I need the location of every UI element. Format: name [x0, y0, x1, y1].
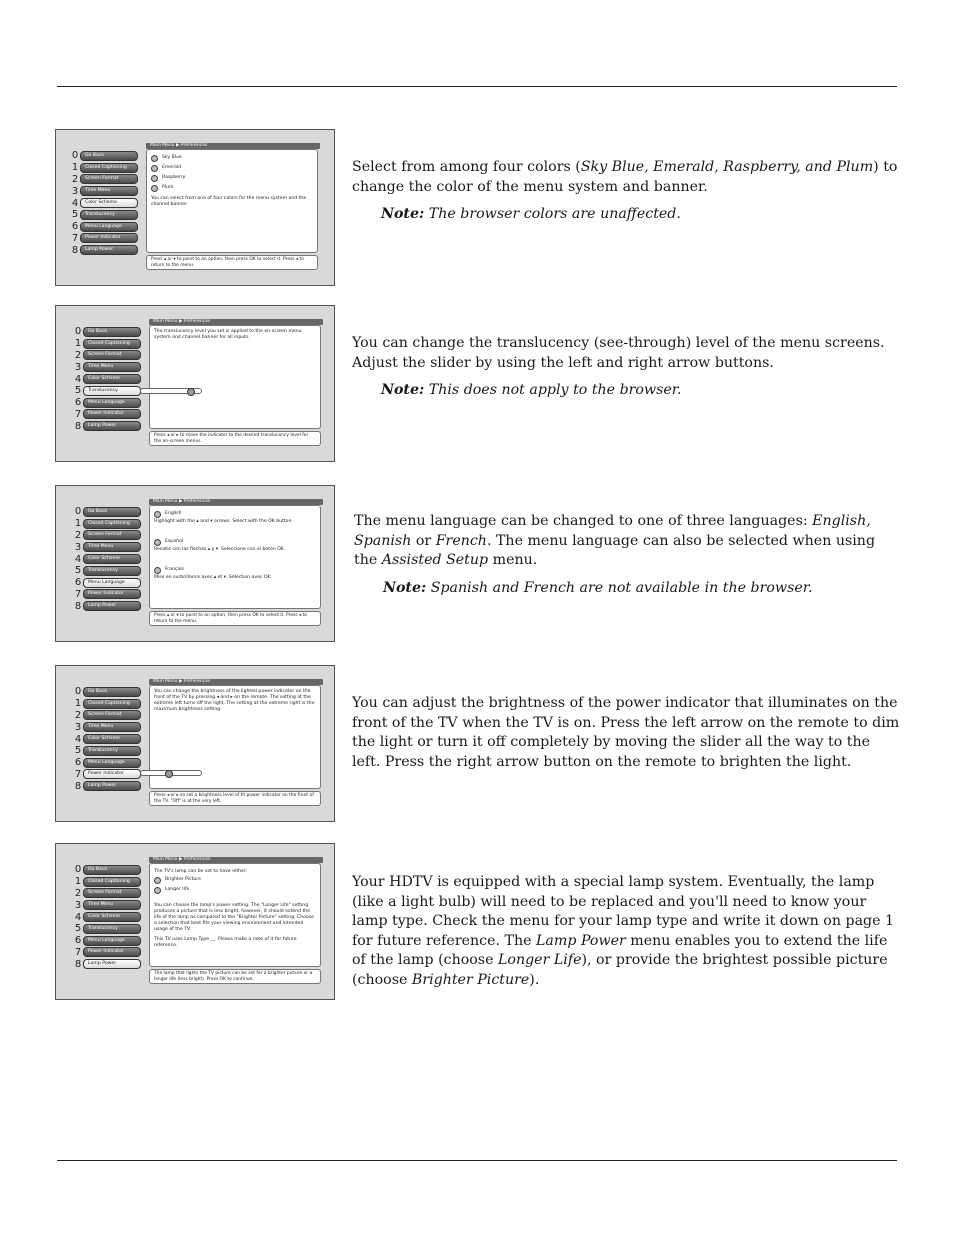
menu-item-number: 2: [74, 349, 82, 361]
menu-item-label: Time Menu: [83, 362, 141, 372]
top-rule: [57, 86, 897, 87]
menu-item-number: 5: [74, 745, 82, 757]
power-indicator-slider[interactable]: [140, 770, 202, 776]
menu-item[interactable]: [70, 221, 138, 233]
option-english[interactable]: English: [154, 509, 316, 519]
menu-item[interactable]: [73, 958, 141, 970]
menu-item[interactable]: [73, 899, 141, 911]
menu-item-number: 3: [71, 185, 79, 197]
menu-item[interactable]: [73, 947, 141, 959]
color-scheme-paragraph: Select from among four colors (Sky Blue, Emerald, Raspberry, and Plum) to change the color of the menu system and banner.: [352, 159, 898, 195]
menu-item-number: 8: [71, 244, 79, 256]
menu-item-number: 3: [74, 721, 82, 733]
menu-item-number: 0: [74, 686, 82, 698]
menu-item[interactable]: [70, 150, 138, 162]
menu-item-label: Menu Language: [83, 758, 141, 768]
menu-item-number: 8: [74, 780, 82, 792]
menu-item-label: Translucency: [83, 924, 141, 934]
menu-language-text: [354, 512, 902, 598]
menu-item-number: 1: [74, 518, 82, 530]
menu-item-label: Translucency: [83, 566, 141, 576]
menu-item[interactable]: [70, 197, 138, 209]
menu-item-number: 7: [74, 408, 82, 420]
menu-item[interactable]: [73, 745, 141, 757]
radio-icon: [154, 887, 161, 894]
option-longer-life[interactable]: Longer life: [154, 885, 316, 895]
menu-item-label: Closed Captioning: [80, 163, 138, 173]
hint-box: Press ▴ or ▾ to point to an option, then press OK to select it. Press ◂ to return to the menu.: [149, 611, 321, 626]
menu-item-number: 7: [74, 588, 82, 600]
menu-item-number: 1: [74, 698, 82, 710]
menu-item-label: Power Indicator: [83, 769, 141, 779]
menu-item-label: Color Scheme: [83, 734, 141, 744]
menu-item[interactable]: [73, 589, 141, 601]
menu-item-number: 6: [74, 757, 82, 769]
description: The translucency level you set is applied to the on-screen menu system and channel banner for all inputs.: [154, 329, 302, 340]
menu-item-label: Power Indicator: [83, 409, 141, 419]
menu-item-label: Closed Captioning: [83, 339, 141, 349]
menu-item[interactable]: [73, 935, 141, 947]
screenshot-menu-language: [55, 485, 335, 642]
power-indicator-text: [352, 694, 900, 772]
menu-item[interactable]: [70, 209, 138, 221]
option-raspberry[interactable]: Raspberry: [151, 173, 313, 183]
menu-item[interactable]: [73, 923, 141, 935]
side-menu: [73, 686, 141, 792]
menu-item[interactable]: [73, 757, 141, 769]
content-panel: [146, 149, 318, 253]
english-text: Highlight with the ▴ and ▾ arrows. Select with the OK button.: [154, 519, 293, 524]
menu-item[interactable]: [73, 888, 141, 900]
menu-item-number: 5: [74, 565, 82, 577]
content-panel: [149, 505, 321, 609]
menu-item-label: Lamp Power: [80, 245, 138, 255]
menu-item[interactable]: [73, 409, 141, 421]
translucency-slider[interactable]: [140, 388, 202, 394]
menu-item[interactable]: [70, 185, 138, 197]
hint-box: The lamp that lights the TV picture can be set for a brighter picture or a longer life (less bright). Press OK to continue.: [149, 969, 321, 984]
screenshot-power-indicator: [55, 665, 335, 822]
menu-item[interactable]: [73, 864, 141, 876]
menu-item-label: Lamp Power: [83, 421, 141, 431]
espanol-text: Resalte con las flechas ▴ y ▾. Seleccione con el botón OK.: [154, 547, 286, 552]
radio-icon: [151, 175, 158, 182]
menu-item[interactable]: [73, 710, 141, 722]
menu-item[interactable]: [73, 397, 141, 409]
menu-item[interactable]: [73, 541, 141, 553]
menu-item-label: Lamp Power: [83, 601, 141, 611]
menu-item-number: 5: [71, 209, 79, 221]
breadcrumb: Main Menu ▶ Preferences: [149, 499, 323, 505]
menu-item-label: Menu Language: [83, 398, 141, 408]
menu-item-number: 5: [74, 385, 82, 397]
radio-icon: [151, 185, 158, 192]
menu-item-label: Power Indicator: [83, 589, 141, 599]
radio-icon: [151, 165, 158, 172]
menu-item-number: 7: [74, 768, 82, 780]
menu-item[interactable]: [73, 326, 141, 338]
menu-item[interactable]: [73, 420, 141, 432]
menu-item-number: 6: [71, 221, 79, 233]
radio-icon: [151, 155, 158, 162]
hint-box: Press ▴ or ▾ to point to an option, then press OK to select it. Press ◂ to return to the menu.: [146, 255, 318, 270]
menu-item-label: Time Menu: [80, 186, 138, 196]
menu-item-label: Go Back: [83, 687, 141, 697]
screenshot-lamp-power: [55, 843, 335, 1000]
side-menu: [73, 326, 141, 432]
menu-item-number: 0: [74, 864, 82, 876]
menu-item[interactable]: [73, 350, 141, 362]
menu-item-label: Lamp Power: [83, 959, 141, 969]
breadcrumb: Main Menu ▶ Preferences: [149, 857, 323, 863]
menu-item-number: 1: [74, 876, 82, 888]
menu-item-number: 3: [74, 541, 82, 553]
menu-item-label: Screen Format: [83, 888, 141, 898]
option-emerald[interactable]: Emerald: [151, 163, 313, 173]
menu-item[interactable]: [73, 577, 141, 589]
menu-item-label: Closed Captioning: [83, 699, 141, 709]
translucency-text: [352, 334, 900, 401]
menu-item-number: 4: [71, 197, 79, 209]
slider-knob[interactable]: [187, 388, 195, 396]
menu-item[interactable]: [73, 600, 141, 612]
menu-item-label: Screen Format: [83, 530, 141, 540]
menu-item-label: Go Back: [83, 327, 141, 337]
breadcrumb: Main Menu ▶ Preferences: [146, 143, 320, 149]
menu-item[interactable]: [73, 506, 141, 518]
menu-item-label: Color Scheme: [83, 374, 141, 384]
hint-box: Press ◂ or ▸ to move the indicator to the desired translucency level for the on-screen menus.: [149, 431, 321, 446]
menu-item-label: Time Menu: [83, 722, 141, 732]
menu-item[interactable]: [73, 530, 141, 542]
color-scheme-text: [352, 158, 900, 225]
screenshot-color-scheme: [55, 129, 335, 286]
menu-item-number: 4: [74, 733, 82, 745]
power-indicator-paragraph: You can adjust the brightness of the power indicator that illuminates on the front of the TV when the TV is on. Press the left arrow on the remote to dim the light or turn it off completely by moving the slider all the way to the left. Press the right arrow button on the remote to brighten the light.: [352, 695, 900, 770]
lamp-power-paragraph: Your HDTV is equipped with a special lamp system. Eventually, the lamp (like a light bulb) will need to be replaced and you'll need to know your lamp type. Check the menu for your lamp type and write it down on page 1 for future reference. The Lamp Power menu enables you to extend the life of the lamp (choose Longer Life), or provide the brightest possible picture (choose Brighter Picture).: [352, 874, 895, 988]
translucency-note: Note: This does not apply to the browser.: [381, 382, 682, 398]
menu-item-label: Go Back: [83, 507, 141, 517]
menu-language-note: Note: Spanish and French are not available in the browser.: [383, 579, 813, 596]
menu-item[interactable]: [70, 174, 138, 186]
menu-item[interactable]: [73, 385, 141, 397]
menu-item-number: 0: [74, 506, 82, 518]
menu-item-number: 4: [74, 373, 82, 385]
menu-item-number: 2: [71, 173, 79, 185]
menu-item-number: 6: [74, 577, 82, 589]
menu-item[interactable]: [73, 361, 141, 373]
menu-item-label: Screen Format: [80, 174, 138, 184]
radio-icon: [154, 539, 161, 546]
francais-text: Mise en surbrillance avec ▴ et ▾. Sélection avec OK.: [154, 575, 272, 580]
menu-item-label: Color Scheme: [83, 912, 141, 922]
menu-item-number: 3: [74, 361, 82, 373]
description: You can select from one of four colors for the menu system and the channel banner.: [151, 196, 307, 207]
menu-item[interactable]: [70, 244, 138, 256]
menu-item-number: 3: [74, 899, 82, 911]
breadcrumb: Main Menu ▶ Preferences: [149, 319, 323, 325]
menu-item-number: 0: [74, 326, 82, 338]
menu-item-label: Color Scheme: [80, 198, 138, 208]
menu-item-label: Translucency: [83, 746, 141, 756]
side-menu: [70, 150, 138, 256]
menu-language-paragraph: The menu language can be changed to one of three languages: English, Spanish or French. The menu language can also be selected when using the Assisted Setup menu.: [354, 513, 876, 568]
menu-item-number: 4: [74, 553, 82, 565]
menu-item-number: 5: [74, 923, 82, 935]
menu-item[interactable]: [73, 698, 141, 710]
menu-item[interactable]: [73, 733, 141, 745]
radio-icon: [154, 877, 161, 884]
menu-item[interactable]: [73, 780, 141, 792]
menu-item[interactable]: [73, 911, 141, 923]
menu-item-label: Color Scheme: [83, 554, 141, 564]
menu-item-number: 4: [74, 911, 82, 923]
menu-item-number: 6: [74, 397, 82, 409]
menu-item-number: 2: [74, 887, 82, 899]
menu-item-label: Time Menu: [83, 542, 141, 552]
menu-item[interactable]: [73, 373, 141, 385]
breadcrumb: Main Menu ▶ Preferences: [149, 679, 323, 685]
lamp-power-text: [352, 873, 900, 990]
menu-item[interactable]: [73, 518, 141, 530]
menu-item-label: Closed Captioning: [83, 877, 141, 887]
option-brighter-picture[interactable]: Brighter Picture: [154, 875, 316, 885]
menu-item-label: Menu Language: [83, 578, 141, 588]
bottom-rule: [57, 1160, 897, 1161]
menu-item[interactable]: [73, 565, 141, 577]
side-menu: [73, 864, 141, 970]
menu-item-label: Closed Captioning: [83, 519, 141, 529]
menu-item-label: Go Back: [83, 865, 141, 875]
radio-icon: [154, 567, 161, 574]
content-panel: [149, 325, 321, 429]
radio-icon: [154, 511, 161, 518]
menu-item-label: Screen Format: [83, 710, 141, 720]
option-espanol[interactable]: Español: [154, 537, 316, 547]
menu-item[interactable]: [73, 338, 141, 350]
color-scheme-note: Note: The browser colors are unaffected.: [381, 206, 681, 222]
menu-item-label: Translucency: [80, 210, 138, 220]
menu-item-number: 8: [74, 600, 82, 612]
option-plum[interactable]: Plum: [151, 183, 313, 193]
menu-item-number: 6: [74, 935, 82, 947]
translucency-paragraph: You can change the translucency (see-through) level of the menu screens. Adjust the slider by using the left and right arrow buttons.: [352, 335, 885, 371]
screenshot-translucency: [55, 305, 335, 462]
menu-item[interactable]: [73, 769, 141, 781]
menu-item-number: 1: [74, 338, 82, 350]
menu-item-number: 7: [71, 232, 79, 244]
menu-item[interactable]: [73, 721, 141, 733]
menu-item-number: 7: [74, 946, 82, 958]
menu-item[interactable]: [73, 686, 141, 698]
menu-item[interactable]: [73, 553, 141, 565]
menu-item[interactable]: [73, 876, 141, 888]
hint-box: Press ◂ or ▸ so set a brightness level of th power indicator on the front of the TV. "Off" is at the very left.: [149, 791, 321, 806]
menu-item-label: Lamp Power: [83, 781, 141, 791]
intro: The TV's lamp can be set to have either:: [154, 869, 248, 874]
menu-item-label: Menu Language: [83, 936, 141, 946]
menu-item-number: 1: [71, 162, 79, 174]
option-sky-blue[interactable]: Sky Blue: [151, 153, 313, 163]
menu-item-number: 2: [74, 709, 82, 721]
menu-item-number: 8: [74, 958, 82, 970]
menu-item-number: 2: [74, 529, 82, 541]
side-menu: [73, 506, 141, 612]
description: You can choose the lamp's power setting. The "Longer Life" setting produces a picture that is less bright, however, it should extend the life of the lamp as compared to the "Brighter Picture" setting. Choose a selection that best fits your viewing environment and intended usage of the TV.: [154, 903, 314, 932]
lamp-type-note: This TV uses Lamp Type __. Please make a note of it for future reference.: [154, 937, 297, 948]
menu-item-label: Translucency: [83, 386, 141, 396]
menu-item-label: Menu Language: [80, 222, 138, 232]
menu-item[interactable]: [70, 233, 138, 245]
option-francais[interactable]: Français: [154, 565, 316, 575]
description: You can change the brightness of the lighted power indicator on the front of the TV by pressing ◂ and ▸ on the remote. The setting at the extreme left turns off the light. The setting at the extreme right is the maximum brightness setting.: [154, 689, 315, 712]
menu-item[interactable]: [70, 162, 138, 174]
menu-item-label: Time Menu: [83, 900, 141, 910]
menu-item-label: Power Indicator: [80, 233, 138, 243]
menu-item-label: Power Indicator: [83, 947, 141, 957]
menu-item-label: Screen Format: [83, 350, 141, 360]
menu-item-label: Go Back: [80, 151, 138, 161]
menu-item-number: 8: [74, 420, 82, 432]
menu-item-number: 0: [71, 150, 79, 162]
content-panel: [149, 863, 321, 967]
